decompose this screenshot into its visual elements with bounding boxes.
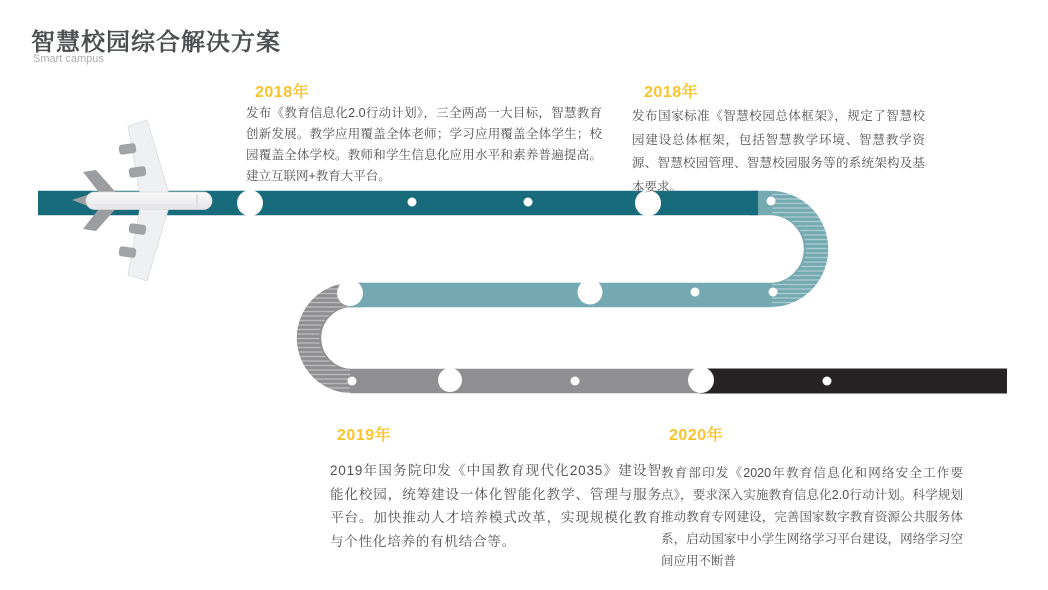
event-text-2020: 教育部印发《2020年教育信息化和网络安全工作要点》，要求深入实施教育信息化2.0行动计划。科学规划推动教育专网建设，完善国家数字教育资源公共服务体系，启动国家中小学生网络学习平台建设，网络学习空间应用不断普 — [661, 466, 963, 568]
timeline-dot — [578, 280, 603, 305]
timeline-dot — [348, 377, 357, 386]
timeline-dot — [524, 198, 533, 207]
year-label-2020: 2020年 — [669, 427, 724, 444]
timeline-dot — [688, 367, 714, 393]
year-label-2018-a: 2018年 — [255, 84, 310, 101]
event-text-2018-b: 发布国家标准《智慧校园总体框架》，规定了智慧校园建设总体框架，包括智慧教学环境、智慧教学资源、智慧校园管理、智慧校园服务等的系统架构及基本要求。 — [632, 109, 925, 194]
timeline-dot — [438, 368, 462, 392]
road-curve-stripes-right — [772, 203, 818, 295]
timeline-dot — [337, 280, 363, 306]
event-text-2019: 2019年国务院印发《中国教育现代化2035》建设智能化校园，统筹建设一体化智能化教学、管理与服务平台。加快推动人才培养模式改革，实现规模化教育与个性化培养的有机结合等。 — [330, 463, 662, 549]
year-label-2019: 2019年 — [337, 427, 392, 444]
timeline-dot — [571, 377, 580, 386]
page-subtitle: Smart campus — [33, 53, 104, 65]
airplane-top-view-icon — [72, 120, 212, 281]
timeline-dot — [237, 190, 263, 216]
timeline-dot — [769, 288, 778, 297]
event-text-2018-a: 发布《教育信息化2.0行动计划》，三全两高一大目标，智慧教育创新发展。教学应用覆盖全体老师；学习应用覆盖全体学生；校园覆盖全体学校。教师和学生信息化应用水平和素养普遍提高。建立互联网+教育大平台。 — [246, 106, 602, 183]
timeline-dot — [408, 198, 417, 207]
road-segment-gray — [309, 295, 706, 381]
timeline-dot — [823, 377, 832, 386]
year-label-2018-b: 2018年 — [644, 84, 699, 101]
timeline-dot — [691, 288, 700, 297]
page-title: 智慧校园综合解决方案 — [31, 29, 281, 56]
road-segment-light-teal — [348, 203, 816, 295]
